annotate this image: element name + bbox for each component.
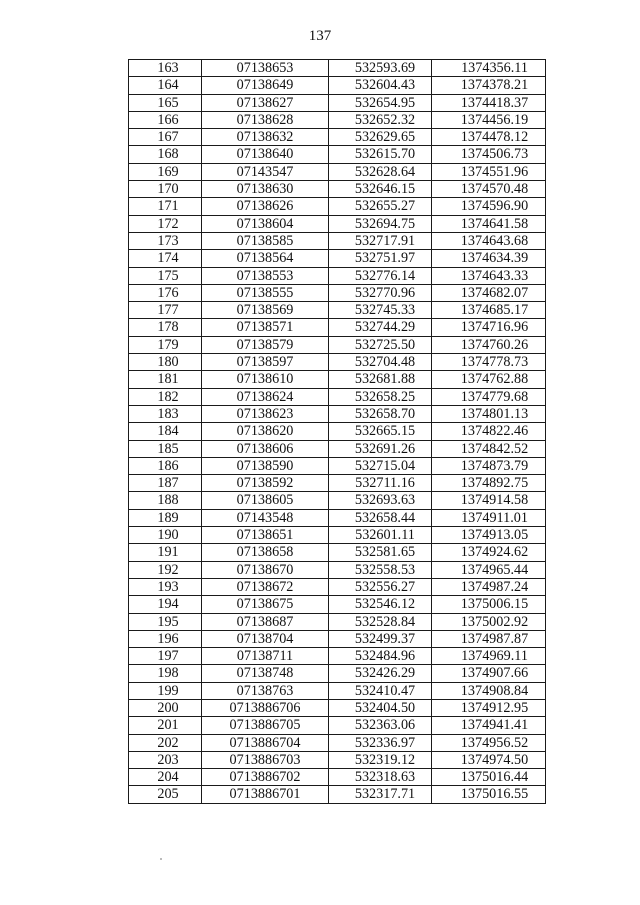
point-code-cell: 0713886705 (202, 717, 329, 734)
table-row (129, 250, 546, 267)
point-code-cell: 07138628 (202, 111, 329, 128)
table-row (129, 648, 546, 665)
x-coordinate-cell: 532652.32 (329, 111, 432, 128)
point-code-cell: 07138632 (202, 129, 329, 146)
point-number-cell: 196 (129, 630, 202, 647)
y-coordinate-cell: 1374873.79 (432, 457, 546, 474)
y-coordinate-cell: 1374907.66 (432, 665, 546, 682)
point-code-cell: 07138748 (202, 665, 329, 682)
point-code-cell: 07138640 (202, 146, 329, 163)
table-row (129, 60, 546, 77)
point-code-cell: 0713886702 (202, 769, 329, 786)
table-row (129, 319, 546, 336)
point-number-cell: 171 (129, 198, 202, 215)
point-code-cell: 07138630 (202, 181, 329, 198)
y-coordinate-cell: 1374456.19 (432, 111, 546, 128)
point-number-cell: 188 (129, 492, 202, 509)
table-row (129, 509, 546, 526)
y-coordinate-cell: 1374641.58 (432, 215, 546, 232)
y-coordinate-cell: 1374506.73 (432, 146, 546, 163)
x-coordinate-cell: 532593.69 (329, 60, 432, 77)
point-number-cell: 192 (129, 561, 202, 578)
y-coordinate-cell: 1374912.95 (432, 699, 546, 716)
point-code-cell: 07138624 (202, 388, 329, 405)
y-coordinate-cell: 1375016.55 (432, 786, 546, 803)
x-coordinate-cell: 532604.43 (329, 77, 432, 94)
point-number-cell: 200 (129, 699, 202, 716)
point-code-cell: 07138711 (202, 648, 329, 665)
x-coordinate-cell: 532658.25 (329, 388, 432, 405)
table-row (129, 215, 546, 232)
x-coordinate-cell: 532751.97 (329, 250, 432, 267)
point-number-cell: 194 (129, 596, 202, 613)
point-code-cell: 07138592 (202, 475, 329, 492)
table-row (129, 596, 546, 613)
point-code-cell: 07138623 (202, 405, 329, 422)
point-code-cell: 0713886703 (202, 751, 329, 768)
x-coordinate-cell: 532629.65 (329, 129, 432, 146)
point-code-cell: 07143547 (202, 163, 329, 180)
point-code-cell: 07138653 (202, 60, 329, 77)
point-code-cell: 07138604 (202, 215, 329, 232)
point-number-cell: 165 (129, 94, 202, 111)
table-row (129, 544, 546, 561)
table-row (129, 717, 546, 734)
y-coordinate-cell: 1374378.21 (432, 77, 546, 94)
point-number-cell: 187 (129, 475, 202, 492)
point-code-cell: 0713886706 (202, 699, 329, 716)
point-number-cell: 177 (129, 302, 202, 319)
table-row (129, 751, 546, 768)
point-code-cell: 07138579 (202, 336, 329, 353)
point-number-cell: 183 (129, 405, 202, 422)
point-number-cell: 170 (129, 181, 202, 198)
x-coordinate-cell: 532615.70 (329, 146, 432, 163)
x-coordinate-cell: 532363.06 (329, 717, 432, 734)
point-number-cell: 169 (129, 163, 202, 180)
point-code-cell: 07138555 (202, 284, 329, 301)
y-coordinate-cell: 1374478.12 (432, 129, 546, 146)
table-row (129, 371, 546, 388)
table-row (129, 111, 546, 128)
table-row (129, 527, 546, 544)
point-code-cell: 0713886704 (202, 734, 329, 751)
y-coordinate-cell: 1374801.13 (432, 405, 546, 422)
y-coordinate-cell: 1374551.96 (432, 163, 546, 180)
point-code-cell: 07138620 (202, 423, 329, 440)
x-coordinate-cell: 532776.14 (329, 267, 432, 284)
x-coordinate-cell: 532654.95 (329, 94, 432, 111)
x-coordinate-cell: 532715.04 (329, 457, 432, 474)
y-coordinate-cell: 1374911.01 (432, 509, 546, 526)
x-coordinate-cell: 532691.26 (329, 440, 432, 457)
x-coordinate-cell: 532693.63 (329, 492, 432, 509)
x-coordinate-cell: 532745.33 (329, 302, 432, 319)
point-code-cell: 07138569 (202, 302, 329, 319)
x-coordinate-cell: 532646.15 (329, 181, 432, 198)
table-row (129, 665, 546, 682)
x-coordinate-cell: 532601.11 (329, 527, 432, 544)
x-coordinate-cell: 532484.96 (329, 648, 432, 665)
x-coordinate-cell: 532655.27 (329, 198, 432, 215)
table-row (129, 475, 546, 492)
y-coordinate-cell: 1374418.37 (432, 94, 546, 111)
point-number-cell: 173 (129, 232, 202, 249)
table-row (129, 336, 546, 353)
table-row (129, 146, 546, 163)
x-coordinate-cell: 532556.27 (329, 578, 432, 595)
table-row (129, 267, 546, 284)
y-coordinate-cell: 1374987.24 (432, 578, 546, 595)
point-number-cell: 204 (129, 769, 202, 786)
table-row (129, 94, 546, 111)
table-row (129, 561, 546, 578)
x-coordinate-cell: 532546.12 (329, 596, 432, 613)
table-row (129, 423, 546, 440)
point-number-cell: 175 (129, 267, 202, 284)
point-code-cell: 07138606 (202, 440, 329, 457)
table-row (129, 354, 546, 371)
table-body (129, 60, 546, 804)
point-number-cell: 164 (129, 77, 202, 94)
point-number-cell: 191 (129, 544, 202, 561)
y-coordinate-cell: 1374956.52 (432, 734, 546, 751)
y-coordinate-cell: 1374987.87 (432, 630, 546, 647)
y-coordinate-cell: 1374842.52 (432, 440, 546, 457)
point-number-cell: 199 (129, 682, 202, 699)
table-row (129, 198, 546, 215)
point-code-cell: 07138571 (202, 319, 329, 336)
y-coordinate-cell: 1374685.17 (432, 302, 546, 319)
point-number-cell: 205 (129, 786, 202, 803)
x-coordinate-cell: 532528.84 (329, 613, 432, 630)
point-number-cell: 180 (129, 354, 202, 371)
table-row (129, 630, 546, 647)
point-number-cell: 176 (129, 284, 202, 301)
point-code-cell: 07138649 (202, 77, 329, 94)
x-coordinate-cell: 532558.53 (329, 561, 432, 578)
x-coordinate-cell: 532681.88 (329, 371, 432, 388)
y-coordinate-cell: 1374965.44 (432, 561, 546, 578)
x-coordinate-cell: 532658.44 (329, 509, 432, 526)
table-row (129, 492, 546, 509)
point-number-cell: 184 (129, 423, 202, 440)
y-coordinate-cell: 1374914.58 (432, 492, 546, 509)
x-coordinate-cell: 532717.91 (329, 232, 432, 249)
point-number-cell: 168 (129, 146, 202, 163)
x-coordinate-cell: 532744.29 (329, 319, 432, 336)
y-coordinate-cell: 1374596.90 (432, 198, 546, 215)
point-number-cell: 167 (129, 129, 202, 146)
point-code-cell: 07138670 (202, 561, 329, 578)
x-coordinate-cell: 532318.63 (329, 769, 432, 786)
y-coordinate-cell: 1374822.46 (432, 423, 546, 440)
x-coordinate-cell: 532581.65 (329, 544, 432, 561)
y-coordinate-cell: 1374969.11 (432, 648, 546, 665)
point-code-cell: 07138605 (202, 492, 329, 509)
y-coordinate-cell: 1374892.75 (432, 475, 546, 492)
point-number-cell: 185 (129, 440, 202, 457)
y-coordinate-cell: 1375006.15 (432, 596, 546, 613)
x-coordinate-cell: 532628.64 (329, 163, 432, 180)
y-coordinate-cell: 1374908.84 (432, 682, 546, 699)
y-coordinate-cell: 1375016.44 (432, 769, 546, 786)
x-coordinate-cell: 532665.15 (329, 423, 432, 440)
y-coordinate-cell: 1374974.50 (432, 751, 546, 768)
point-number-cell: 189 (129, 509, 202, 526)
y-coordinate-cell: 1374924.62 (432, 544, 546, 561)
point-number-cell: 172 (129, 215, 202, 232)
point-number-cell: 166 (129, 111, 202, 128)
point-code-cell: 07138626 (202, 198, 329, 215)
y-coordinate-cell: 1375002.92 (432, 613, 546, 630)
point-number-cell: 202 (129, 734, 202, 751)
x-coordinate-cell: 532711.16 (329, 475, 432, 492)
x-coordinate-cell: 532725.50 (329, 336, 432, 353)
x-coordinate-cell: 532319.12 (329, 751, 432, 768)
table-row (129, 284, 546, 301)
point-code-cell: 07138675 (202, 596, 329, 613)
point-number-cell: 174 (129, 250, 202, 267)
point-code-cell: 07138553 (202, 267, 329, 284)
table-row (129, 699, 546, 716)
y-coordinate-cell: 1374762.88 (432, 371, 546, 388)
point-code-cell: 07138597 (202, 354, 329, 371)
point-code-cell: 07138585 (202, 232, 329, 249)
point-code-cell: 07138564 (202, 250, 329, 267)
table-row (129, 786, 546, 803)
point-number-cell: 201 (129, 717, 202, 734)
point-number-cell: 193 (129, 578, 202, 595)
x-coordinate-cell: 532317.71 (329, 786, 432, 803)
x-coordinate-cell: 532426.29 (329, 665, 432, 682)
point-code-cell: 0713886701 (202, 786, 329, 803)
point-number-cell: 195 (129, 613, 202, 630)
y-coordinate-cell: 1374779.68 (432, 388, 546, 405)
table-row (129, 769, 546, 786)
point-code-cell: 07138627 (202, 94, 329, 111)
x-coordinate-cell: 532336.97 (329, 734, 432, 751)
x-coordinate-cell: 532410.47 (329, 682, 432, 699)
table-row (129, 163, 546, 180)
y-coordinate-cell: 1374643.33 (432, 267, 546, 284)
table-row (129, 682, 546, 699)
table-row (129, 734, 546, 751)
table-row (129, 440, 546, 457)
y-coordinate-cell: 1374760.26 (432, 336, 546, 353)
point-number-cell: 198 (129, 665, 202, 682)
point-code-cell: 07138658 (202, 544, 329, 561)
point-code-cell: 07138704 (202, 630, 329, 647)
x-coordinate-cell: 532704.48 (329, 354, 432, 371)
point-number-cell: 190 (129, 527, 202, 544)
x-coordinate-cell: 532770.96 (329, 284, 432, 301)
point-number-cell: 178 (129, 319, 202, 336)
x-coordinate-cell: 532694.75 (329, 215, 432, 232)
y-coordinate-cell: 1374634.39 (432, 250, 546, 267)
point-number-cell: 186 (129, 457, 202, 474)
y-coordinate-cell: 1374570.48 (432, 181, 546, 198)
point-number-cell: 197 (129, 648, 202, 665)
point-code-cell: 07143548 (202, 509, 329, 526)
point-code-cell: 07138651 (202, 527, 329, 544)
point-code-cell: 07138672 (202, 578, 329, 595)
x-coordinate-cell: 532404.50 (329, 699, 432, 716)
y-coordinate-cell: 1374716.96 (432, 319, 546, 336)
table-row (129, 77, 546, 94)
table-row (129, 388, 546, 405)
coordinates-table (128, 59, 546, 804)
y-coordinate-cell: 1374941.41 (432, 717, 546, 734)
table-row (129, 457, 546, 474)
scan-speck (160, 858, 162, 860)
table-row (129, 232, 546, 249)
x-coordinate-cell: 532499.37 (329, 630, 432, 647)
page-number: 137 (308, 28, 332, 44)
point-number-cell: 182 (129, 388, 202, 405)
x-coordinate-cell: 532658.70 (329, 405, 432, 422)
point-code-cell: 07138763 (202, 682, 329, 699)
point-number-cell: 163 (129, 60, 202, 77)
table-row (129, 302, 546, 319)
table-row (129, 405, 546, 422)
table-row (129, 613, 546, 630)
y-coordinate-cell: 1374682.07 (432, 284, 546, 301)
y-coordinate-cell: 1374356.11 (432, 60, 546, 77)
point-number-cell: 181 (129, 371, 202, 388)
y-coordinate-cell: 1374643.68 (432, 232, 546, 249)
table-row (129, 181, 546, 198)
point-code-cell: 07138687 (202, 613, 329, 630)
y-coordinate-cell: 1374778.73 (432, 354, 546, 371)
point-code-cell: 07138590 (202, 457, 329, 474)
y-coordinate-cell: 1374913.05 (432, 527, 546, 544)
table-row (129, 129, 546, 146)
point-number-cell: 179 (129, 336, 202, 353)
point-number-cell: 203 (129, 751, 202, 768)
table-row (129, 578, 546, 595)
point-code-cell: 07138610 (202, 371, 329, 388)
